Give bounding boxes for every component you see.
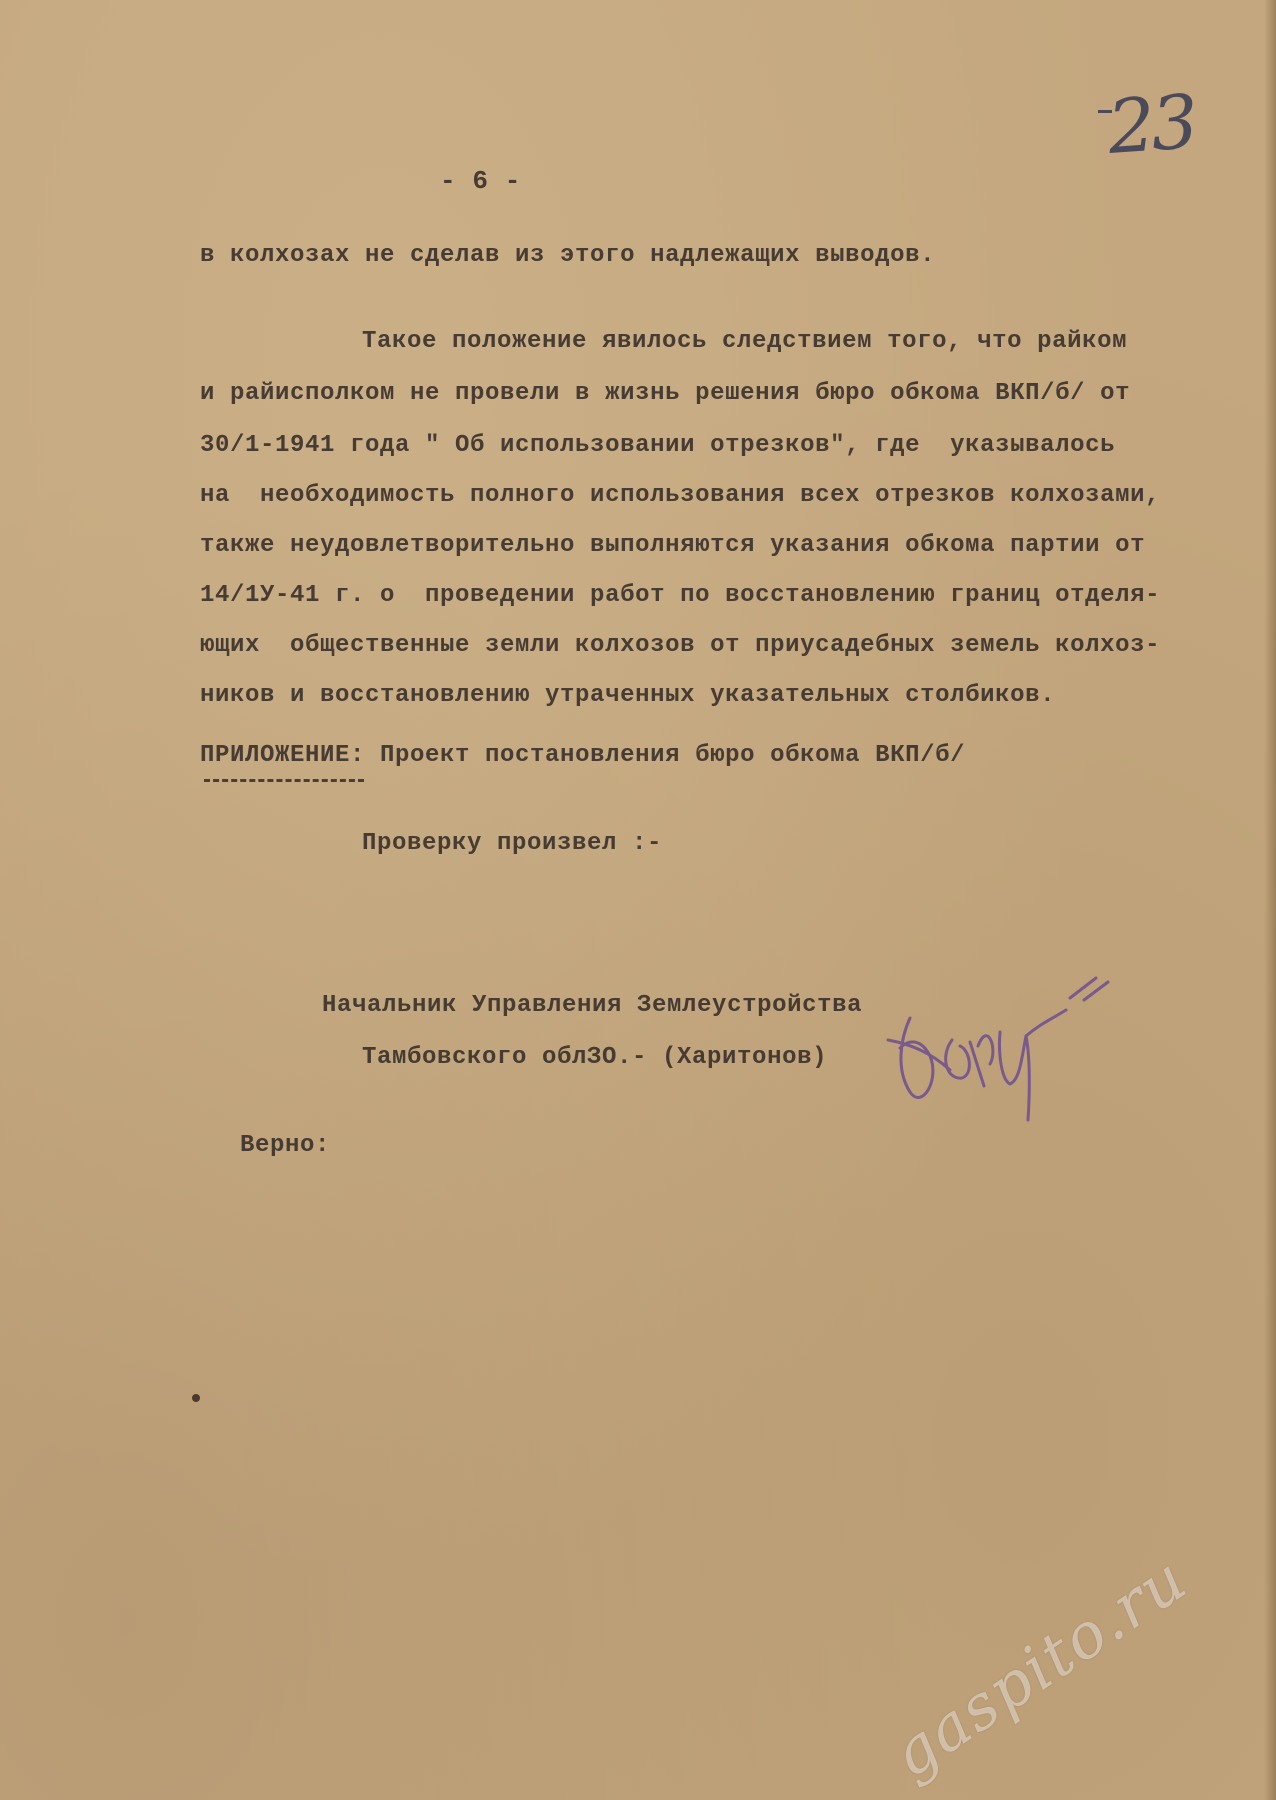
text-line-5: на необходимость полного использования всех отрезков колхозами, <box>200 482 1161 509</box>
text-line-4: 30/1-1941 года " Об использовании отрезков", где указывалось <box>200 432 1116 459</box>
paper-speck <box>192 1394 200 1402</box>
handwritten-signature <box>870 960 1140 1135</box>
attachment-label: ПРИЛОЖЕНИЕ: <box>200 742 366 769</box>
folio-number: 23 <box>1105 79 1198 171</box>
attachment-underline <box>204 775 364 782</box>
text-line-6: также неудовлетворительно выполняются указания обкома партии от <box>200 532 1146 559</box>
attachment-text: Проект постановления бюро обкома ВКП/б/ <box>365 742 966 769</box>
check-line: Проверку произвел :- <box>362 830 663 857</box>
signatory-title: Начальник Управления Землеустройства <box>322 992 863 1019</box>
page-number: - 6 - <box>440 166 522 196</box>
text-line-3: и райисполком не провели в жизнь решения бюро обкома ВКП/б/ от <box>200 380 1131 407</box>
watermark: gaspito.ru <box>878 1541 1200 1792</box>
verified-label: Верно: <box>240 1132 331 1159</box>
signatory-name: Тамбовского облЗО.- (Харитонов) <box>362 1044 828 1071</box>
text-line-1: в колхозах не сделав из этого надлежащих выводов. <box>200 242 936 269</box>
text-line-2: Такое положение явилось следствием того, что райком <box>362 328 1128 355</box>
text-line-9: ников и восстановлению утраченных указательных столбиков. <box>200 682 1056 709</box>
attachment-line <box>200 742 965 769</box>
text-line-8: ющих общественные земли колхозов от приусадебных земель колхоз- <box>200 632 1161 659</box>
paper-edge <box>1264 0 1276 1800</box>
text-line-7: 14/1У-41 г. о проведении работ по восстановлению границ отделя- <box>200 582 1161 609</box>
